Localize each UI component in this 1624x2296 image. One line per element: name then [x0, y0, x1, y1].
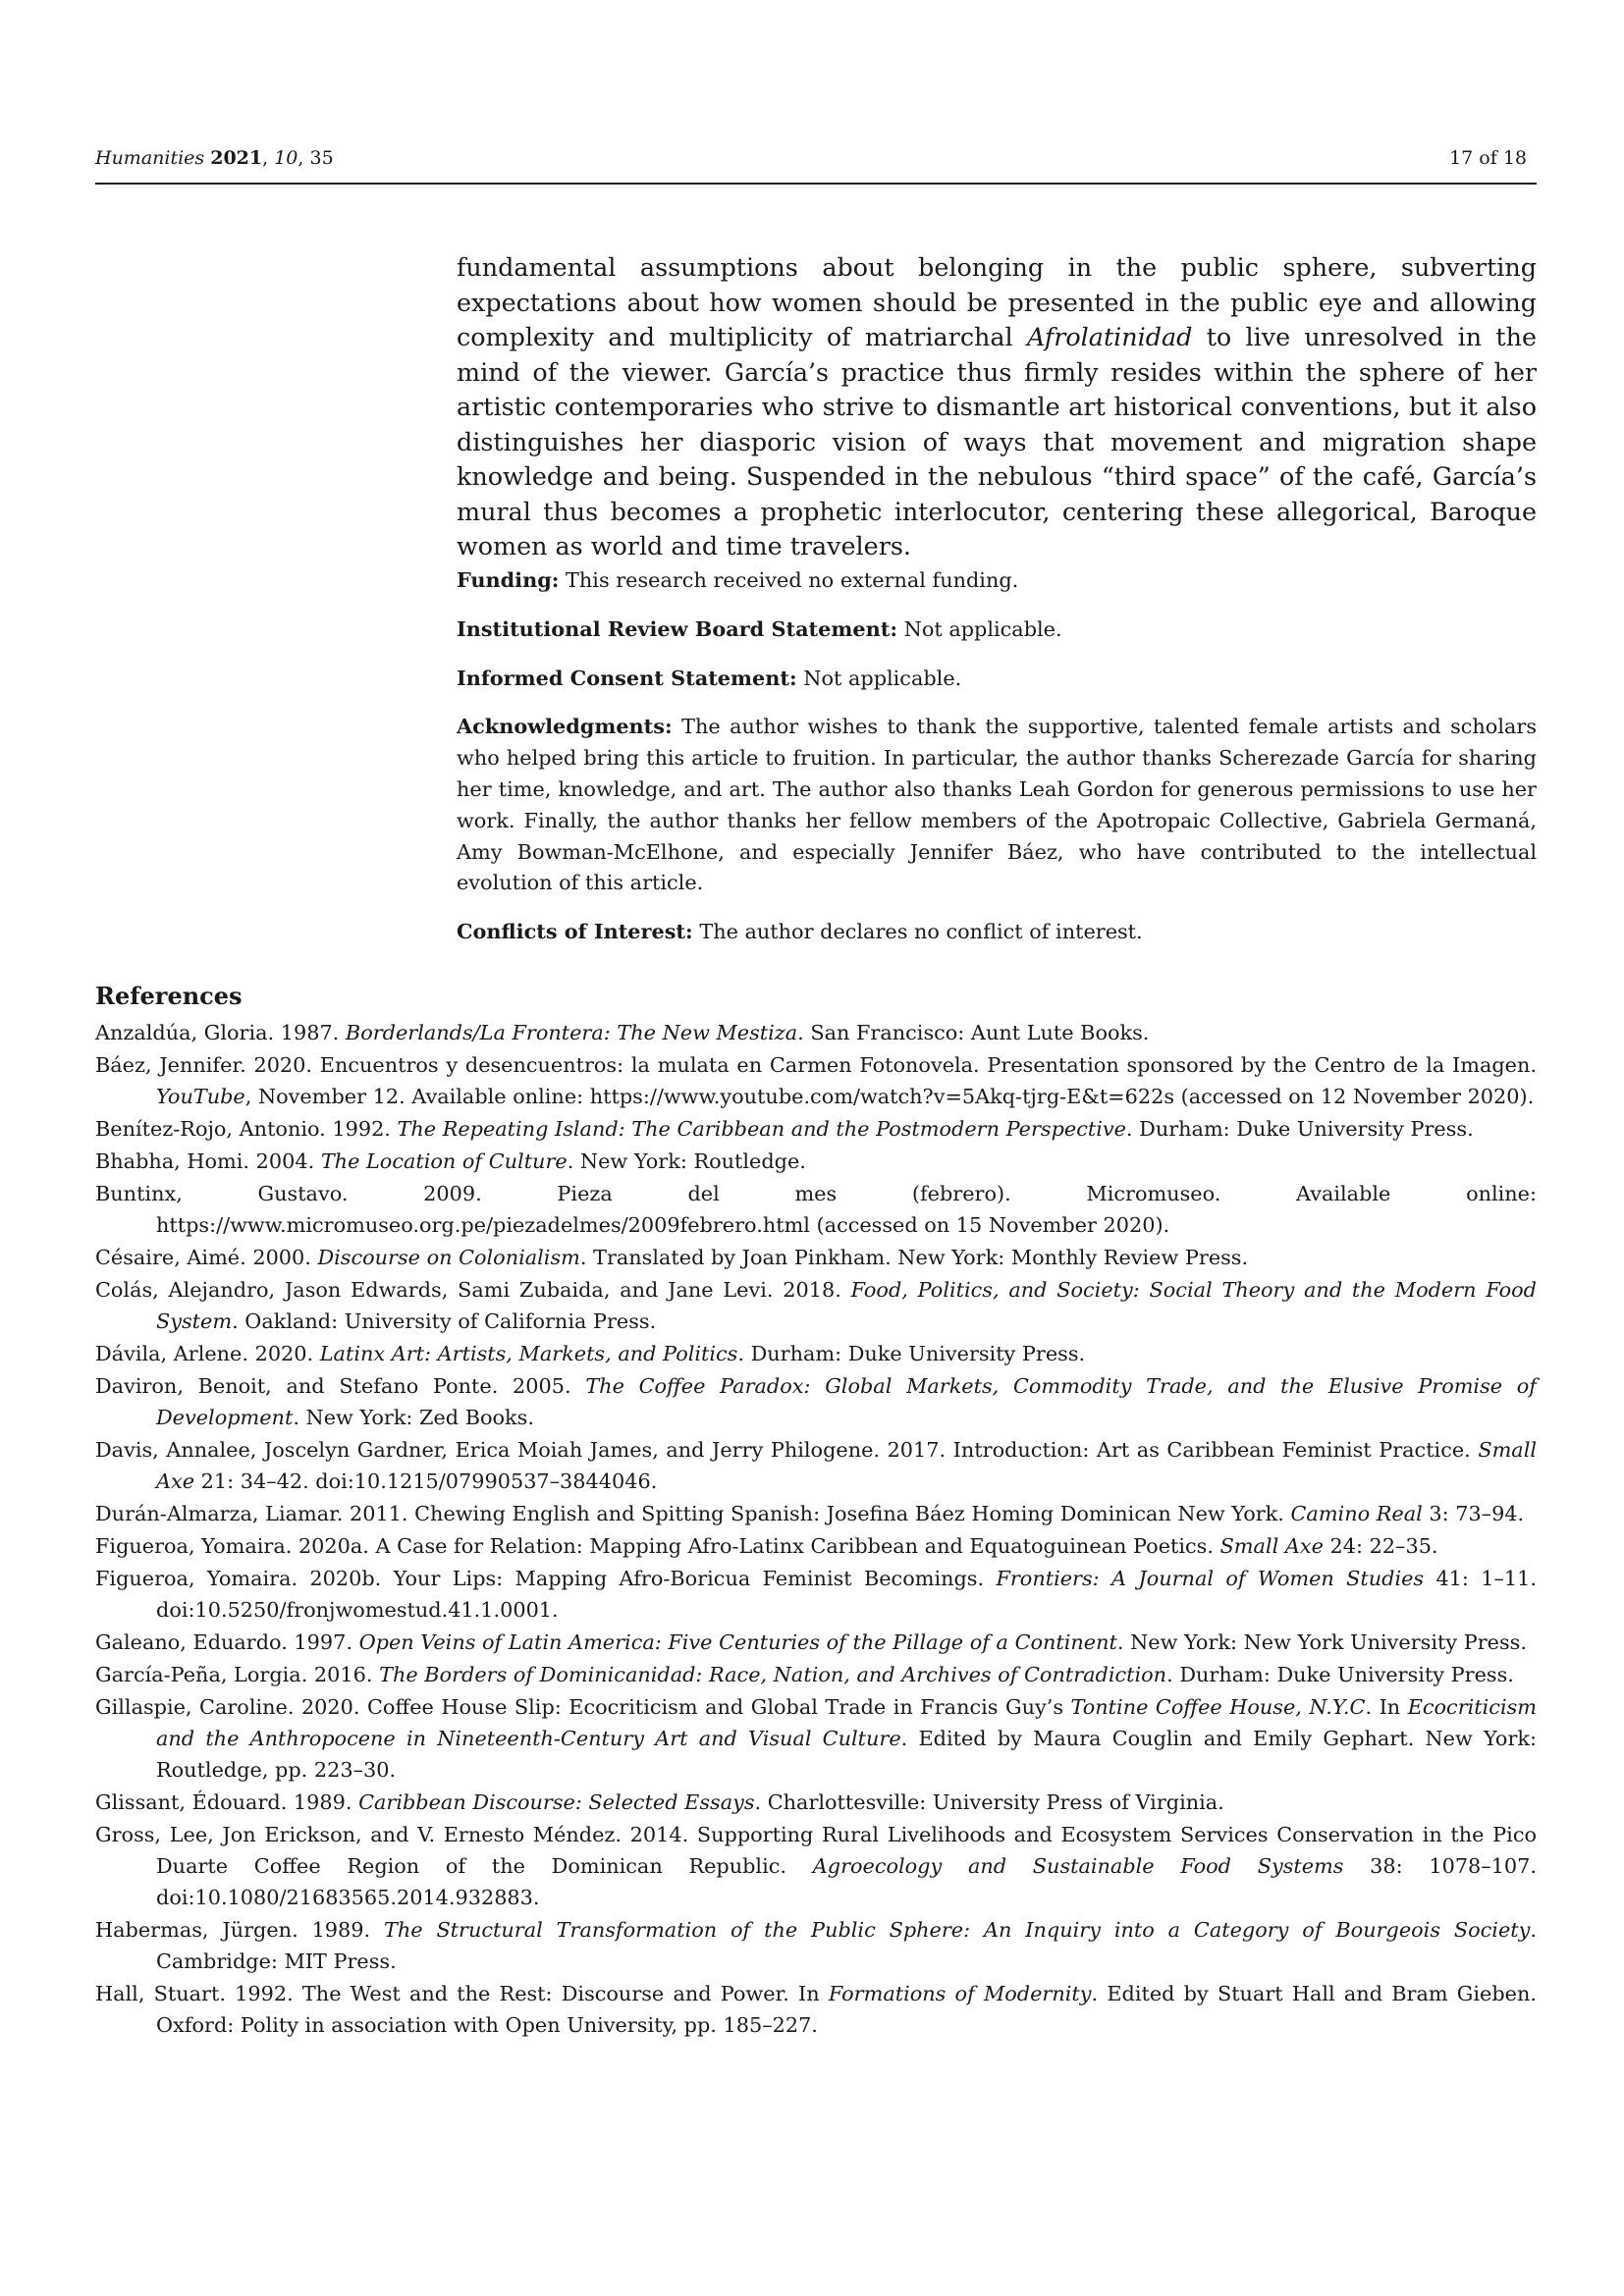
page-header: [95, 143, 1537, 185]
journal-year: 2021: [210, 147, 263, 169]
page-number: 17 of 18: [1449, 147, 1527, 169]
reference-title: Formations of Modernity: [828, 1982, 1092, 2005]
reference-text: García-Peña, Lorgia. 2016.: [95, 1663, 380, 1686]
reference-text: . Edited by Maura Couglin and Emily Gephart. New York: Routledge, pp. 223–30.: [156, 1727, 1537, 1782]
reference-text: Bhabha, Homi. 2004.: [95, 1149, 321, 1173]
reference-title: Caribbean Discourse: Selected Essays: [358, 1790, 755, 1814]
body-text-italic: Afrolatinidad: [1026, 322, 1193, 351]
journal-name: Humanities: [95, 147, 205, 169]
reference-title: The Repeating Island: The Caribbean and the Postmodern Perspective: [397, 1117, 1126, 1141]
reference-text: Gillaspie, Caroline. 2020. Coffee House Slip: Ecocriticism and Global Trade in Francis Guy’s: [95, 1695, 1071, 1719]
reference-text: . Oakland: University of California Press.: [232, 1309, 657, 1333]
reference-text: 41: 1–11. doi:10.5250/fronjwomestud.41.1.0001.: [156, 1567, 1537, 1622]
reference-text: Figueroa, Yomaira. 2020a. A Case for Relation: Mapping Afro-Latinx Caribbean and Equatoguinean Poetics.: [95, 1534, 1220, 1558]
coi-label: Conflicts of Interest:: [457, 919, 693, 944]
reference-text: . Cambridge: MIT Press.: [156, 1918, 1537, 1973]
reference-item: [95, 1178, 1537, 1241]
reference-title: The Structural Transformation of the Public Sphere: An Inquiry into a Category of Bourgeois Society: [383, 1918, 1531, 1942]
reference-item: [95, 1498, 1537, 1529]
reference-text: . New York: New York University Press.: [1116, 1630, 1527, 1654]
reference-text: . Durham: Duke University Press.: [1125, 1117, 1474, 1141]
acknowledgments: [457, 711, 1537, 899]
reference-text: Césaire, Aimé. 2000.: [95, 1246, 318, 1269]
body-text-a: fundamental assumptions about belonging in the public sphere, subverting expectations about how women should be presented in the public eye and allowing complexity and multiplicity of matriarchal: [457, 252, 1537, 351]
funding-statement: [457, 564, 1537, 597]
ack-text: The author wishes to thank the supportive, talented female artists and scholars who helped bring this article to fruition. In particular, the author thanks Scherezade García for sharing her time, knowledge, and art. The author also thanks Leah Gordon for generous permissions to use her work. Finally, the author thanks her fellow members of the Apotropaic Collective, Gabriela Germaná, Amy Bowman-McElhone, and especially Jennifer Báez, who have contributed to the intellectual evolution of this article.: [457, 715, 1537, 895]
reference-title: Small Axe: [1219, 1534, 1324, 1558]
reference-text: 24: 22–35.: [1323, 1534, 1438, 1558]
reference-title: Borderlands/La Frontera: The New Mestiza: [345, 1021, 798, 1044]
reference-text: . Charlottesville: University Press of Virginia.: [754, 1790, 1224, 1814]
reference-text: Galeano, Eduardo. 1997.: [95, 1630, 359, 1654]
reference-text: Dávila, Arlene. 2020.: [95, 1342, 320, 1365]
reference-item: [95, 1691, 1537, 1786]
funding-text: This research received no external funding.: [559, 568, 1019, 592]
reference-text: Benítez-Rojo, Antonio. 1992.: [95, 1117, 398, 1141]
reference-item: [95, 1370, 1537, 1433]
reference-text: Anzaldúa, Gloria. 1987.: [95, 1021, 346, 1044]
reference-title: Small Axe: [156, 1438, 1537, 1493]
reference-item: [95, 1563, 1537, 1626]
reference-item: [95, 1017, 1537, 1048]
reference-text: Báez, Jennifer. 2020. Encuentros y desencuentros: la mulata en Carmen Fotonovela. Presentation sponsored by the Centro de la Imagen.: [95, 1053, 1537, 1077]
reference-item: [95, 1113, 1537, 1145]
reference-item: [95, 1274, 1537, 1337]
reference-title: Agroecology and Sustainable Food Systems: [812, 1854, 1344, 1878]
reference-item: [95, 1914, 1537, 1977]
reference-text: . Edited by Stuart Hall and Bram Gieben. Oxford: Polity in association with Open University, pp. 185–227.: [156, 1982, 1537, 2037]
journal-volume: 10: [274, 147, 298, 169]
body-text-b: to live unresolved in the mind of the viewer. García’s practice thus firmly resides within the sphere of her artistic contemporaries who strive to dismantle art historical conventions, but it also distinguishes her diasporic vision of ways that movement and migration shape knowledge and being. Suspended in the nebulous “third space” of the café, García’s mural thus becomes a prophetic interlocutor, centering these allegorical, Baroque women as world and time travelers.: [457, 322, 1537, 561]
body-column: [457, 250, 1537, 564]
reference-text: . San Francisco: Aunt Lute Books.: [797, 1021, 1150, 1044]
reference-text: Buntinx, Gustavo. 2009. Pieza del mes (febrero). Micromuseo. Available online: https://www.micromuseo.org.pe/piezadelmes/2009febrero.html (accessed on 15 November 2020).: [95, 1182, 1537, 1237]
reference-text: , November 12. Available online: https://www.youtube.com/watch?v=5Akq-tjrg-E&t=622s (accessed on 12 November 2020).: [244, 1085, 1535, 1108]
conflicts-statement: [457, 916, 1537, 948]
journal-article: 35: [309, 147, 334, 169]
irb-label: Institutional Review Board Statement:: [457, 615, 898, 641]
reference-item: [95, 1978, 1537, 2041]
reference-item: [95, 1627, 1537, 1658]
reference-text: Daviron, Benoit, and Stefano Ponte. 2005.: [95, 1374, 586, 1398]
reference-text: . New York: Routledge.: [567, 1149, 806, 1173]
back-matter: [457, 564, 1537, 965]
reference-text: Colás, Alejandro, Jason Edwards, Sami Zubaida, and Jane Levi. 2018.: [95, 1278, 851, 1302]
ack-label: Acknowledgments:: [457, 714, 673, 739]
reference-text: . In: [1365, 1695, 1408, 1719]
reference-item: [95, 1338, 1537, 1369]
reference-title: YouTube: [156, 1085, 245, 1108]
journal-citation: Humanities 2021, 10, 35: [95, 147, 334, 169]
reference-item: [95, 1434, 1537, 1497]
reference-item: [95, 1530, 1537, 1562]
reference-text: Davis, Annalee, Joscelyn Gardner, Erica Moiah James, and Jerry Philogene. 2017. Introduction: Art as Caribbean Feminist Practice.: [95, 1438, 1479, 1462]
reference-text: 3: 73–94.: [1422, 1502, 1525, 1525]
reference-item: [95, 1819, 1537, 1913]
reference-item: [95, 1659, 1537, 1690]
consent-text: Not applicable.: [796, 666, 962, 690]
reference-text: . Durham: Duke University Press.: [737, 1342, 1086, 1365]
reference-item: [95, 1242, 1537, 1273]
reference-title: Latinx Art: Artists, Markets, and Politics: [319, 1342, 738, 1365]
reference-title: Open Veins of Latin America: Five Centuries of the Pillage of a Continent: [358, 1630, 1117, 1654]
reference-text: 38: 1078–107. doi:10.1080/21683565.2014.932883.: [156, 1854, 1537, 1909]
consent-label: Informed Consent Statement:: [457, 665, 797, 690]
coi-text: The author declares no conflict of interest.: [692, 920, 1143, 944]
reference-item: [95, 1146, 1537, 1177]
reference-text: . Durham: Duke University Press.: [1166, 1663, 1514, 1686]
reference-text: . Translated by Joan Pinkham. New York: Monthly Review Press.: [579, 1246, 1249, 1269]
reference-text: . New York: Zed Books.: [293, 1406, 534, 1429]
reference-title: Camino Real: [1290, 1502, 1423, 1525]
reference-text: 21: 34–42. doi:10.1215/07990537–3844046.: [194, 1469, 658, 1493]
reference-text: Hall, Stuart. 1992. The West and the Rest: Discourse and Power. In: [95, 1982, 829, 2005]
consent-statement: [457, 663, 1537, 695]
reference-text: Glissant, Édouard. 1989.: [95, 1790, 359, 1814]
reference-text: Durán-Almarza, Liamar. 2011. Chewing English and Spitting Spanish: Josefina Báez Homing Dominican New York.: [95, 1502, 1291, 1525]
reference-title: Tontine Coffee House, N.Y.C: [1070, 1695, 1366, 1719]
reference-text: Habermas, Jürgen. 1989.: [95, 1918, 384, 1942]
reference-title: The Location of Culture: [320, 1149, 568, 1173]
irb-statement: [457, 614, 1537, 646]
reference-text: Figueroa, Yomaira. 2020b. Your Lips: Mapping Afro-Boricua Feminist Becomings.: [95, 1567, 997, 1590]
reference-list: [95, 1017, 1537, 2042]
funding-label: Funding:: [457, 567, 560, 592]
reference-title: The Coffee Paradox: Global Markets, Commodity Trade, and the Elusive Promise of Development: [156, 1374, 1538, 1429]
reference-title: Frontiers: A Journal of Women Studies: [996, 1567, 1425, 1590]
reference-title: Discourse on Colonialism: [317, 1246, 580, 1269]
reference-text: Gross, Lee, Jon Erickson, and V. Ernesto Méndez. 2014. Supporting Rural Livelihoods and Ecosystem Services Conservation in the Pico Duarte Coffee Region of the Dominican Republic.: [95, 1823, 1537, 1878]
reference-item: [95, 1787, 1537, 1818]
irb-text: Not applicable.: [897, 616, 1062, 641]
reference-item: [95, 1049, 1537, 1112]
reference-title: Ecocriticism and the Anthropocene in Nineteenth-Century Art and Visual Culture: [156, 1695, 1537, 1750]
body-paragraph: [457, 250, 1537, 564]
reference-title: Food, Politics, and Society: Social Theory and the Modern Food System: [156, 1278, 1537, 1333]
references-heading: References: [95, 982, 243, 1010]
reference-title: The Borders of Dominicanidad: Race, Nation, and Archives of Contradiction: [379, 1663, 1167, 1686]
